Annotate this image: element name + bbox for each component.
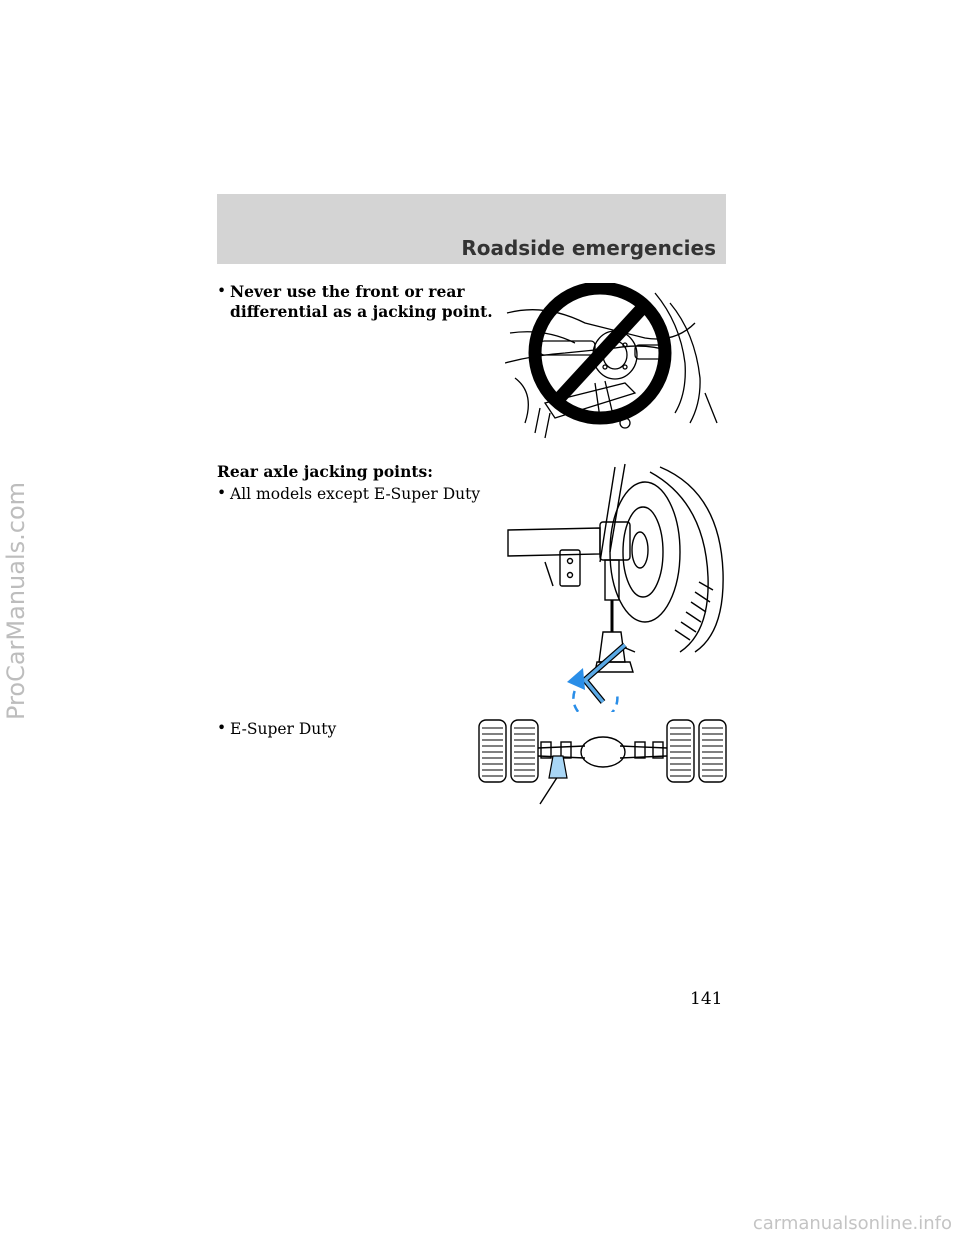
diff-warning-line1: Never use the front or rear	[230, 282, 465, 301]
e-super-duty-text: E-Super Duty	[230, 720, 337, 738]
footer-watermark: carmanualsonline.info	[752, 1213, 952, 1234]
rear-axle-jack-illustration	[505, 462, 730, 712]
bullet-marker: •	[217, 719, 227, 737]
page-number: 141	[690, 989, 723, 1009]
all-models-text: All models except E-Super Duty	[230, 485, 481, 503]
bullet-marker: •	[217, 484, 227, 502]
bullet-marker: •	[217, 282, 227, 300]
rear-axle-heading: Rear axle jacking points:	[217, 462, 433, 481]
diff-warning-line2: differential as a jacking point.	[230, 302, 493, 321]
side-watermark-text: ProCarManuals.com	[2, 481, 30, 720]
section-title: Roadside emergencies	[461, 236, 716, 260]
differential-prohibited-illustration	[505, 283, 720, 443]
e-super-duty-axle-illustration	[475, 712, 730, 807]
header-band	[217, 194, 726, 264]
